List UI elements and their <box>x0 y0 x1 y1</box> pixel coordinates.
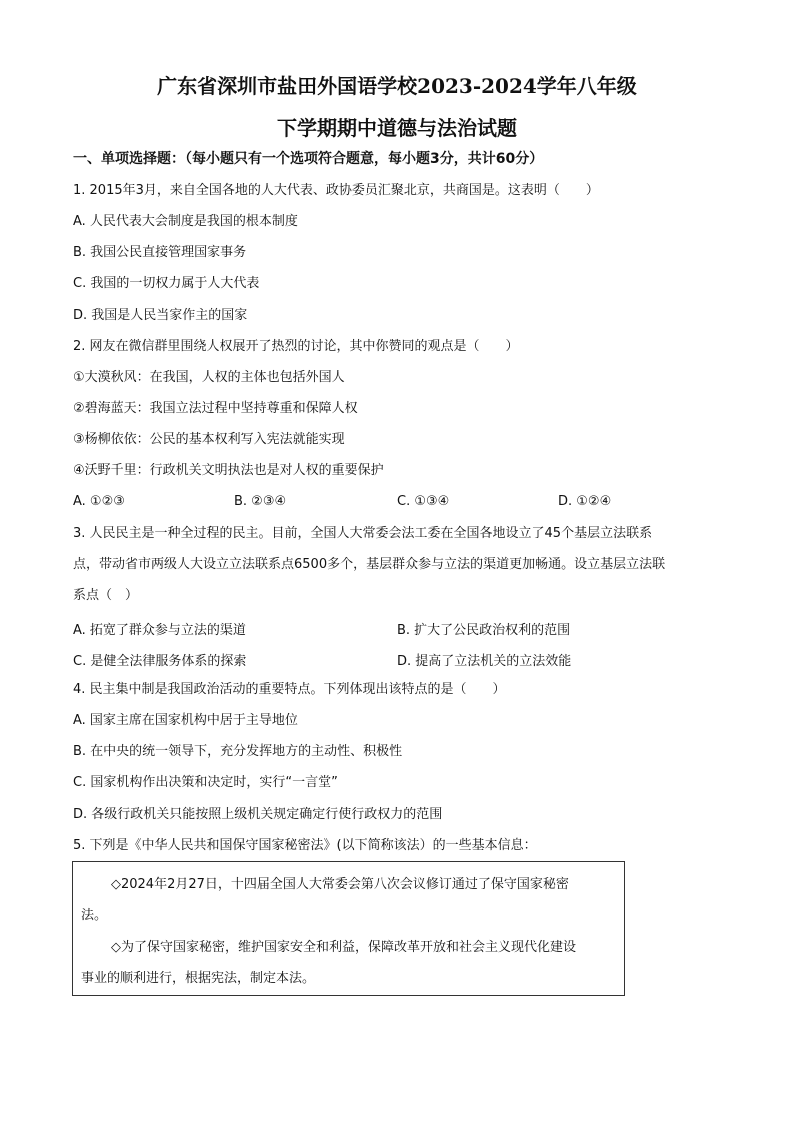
q5-box-line4: 事业的顺利进行，根据宪法，制定本法。 <box>81 971 316 986</box>
q2-statement-3: ③杨柳依依：公民的基本权利写入宪法就能实现 <box>73 432 345 447</box>
q3-stem-line1: 3. 人民民主是一种全过程的民主。目前，全国人大常委会法工委在全国各地设立了45个基层立法联系 <box>73 526 653 541</box>
q4-option-a: A. 国家主席在国家机构中居于主导地位 <box>73 713 298 728</box>
q5-box-line2: 法。 <box>81 908 108 923</box>
q3-option-c: C. 是健全法律服务体系的探索 <box>73 654 247 669</box>
q1-option-a: A. 人民代表大会制度是我国的根本制度 <box>73 214 298 229</box>
q1-option-b: B. 我国公民直接管理国家事务 <box>73 245 247 260</box>
q5-box-line3: ◇为了保守国家秘密，维护国家安全和利益，保障改革开放和社会主义现代化建设 <box>111 940 576 955</box>
q2-option-c: C. ①③④ <box>397 494 450 509</box>
q3-stem-line3: 系点（ ） <box>73 588 139 603</box>
q4-option-c: C. 国家机构作出决策和决定时，实行“一言堂” <box>73 775 338 790</box>
q3-option-a: A. 拓宽了群众参与立法的渠道 <box>73 623 246 638</box>
q4-option-b: B. 在中央的统一领导下，充分发挥地方的主动性、积极性 <box>73 744 403 759</box>
q4-option-d: D. 各级行政机关只能按照上级机关规定确定行使行政权力的范围 <box>73 807 443 822</box>
exam-title-line2: 下学期期中道德与法治试题 <box>277 116 517 140</box>
exam-title-line1: 广东省深圳市盐田外国语学校2023-2024学年八年级 <box>157 74 637 98</box>
q2-option-b: B. ②③④ <box>234 494 287 509</box>
q5-stem: 5. 下列是《中华人民共和国保守国家秘密法》(以下简称该法）的一些基本信息： <box>73 838 537 853</box>
q1-option-c: C. 我国的一切权力属于人大代表 <box>73 276 260 291</box>
q2-stem: 2. 网友在微信群里围绕人权展开了热烈的讨论，其中你赞同的观点是（ ） <box>73 339 519 354</box>
q2-option-a: A. ①②③ <box>73 494 125 509</box>
q2-option-d: D. ①②④ <box>558 494 612 509</box>
q5-info-box <box>72 861 625 996</box>
q5-box-line1: ◇2024年2月27日，十四届全国人大常委会第八次会议修订通过了保守国家秘密 <box>111 877 569 892</box>
q1-stem: 1. 2015年3月，来自全国各地的人大代表、政协委员汇聚北京，共商国是。这表明（ ） <box>73 183 599 198</box>
section-heading: 一、单项选择题：（每小题只有一个选项符合题意，每小题3分，共计60分） <box>73 151 544 167</box>
q2-statement-2: ②碧海蓝天：我国立法过程中坚持尊重和保障人权 <box>73 401 358 416</box>
q4-stem: 4. 民主集中制是我国政治活动的重要特点。下列体现出该特点的是（ ） <box>73 682 506 697</box>
q3-option-b: B. 扩大了公民政治权利的范围 <box>397 623 571 638</box>
q3-stem-line2: 点，带动省市两级人大设立立法联系点6500多个，基层群众参与立法的渠道更加畅通。设立基层立法联 <box>73 557 666 572</box>
q1-option-d: D. 我国是人民当家作主的国家 <box>73 308 248 323</box>
q2-statement-1: ①大漠秋风：在我国，人权的主体也包括外国人 <box>73 370 345 385</box>
q3-option-d: D. 提高了立法机关的立法效能 <box>397 654 572 669</box>
q2-statement-4: ④沃野千里：行政机关文明执法也是对人权的重要保护 <box>73 463 384 478</box>
